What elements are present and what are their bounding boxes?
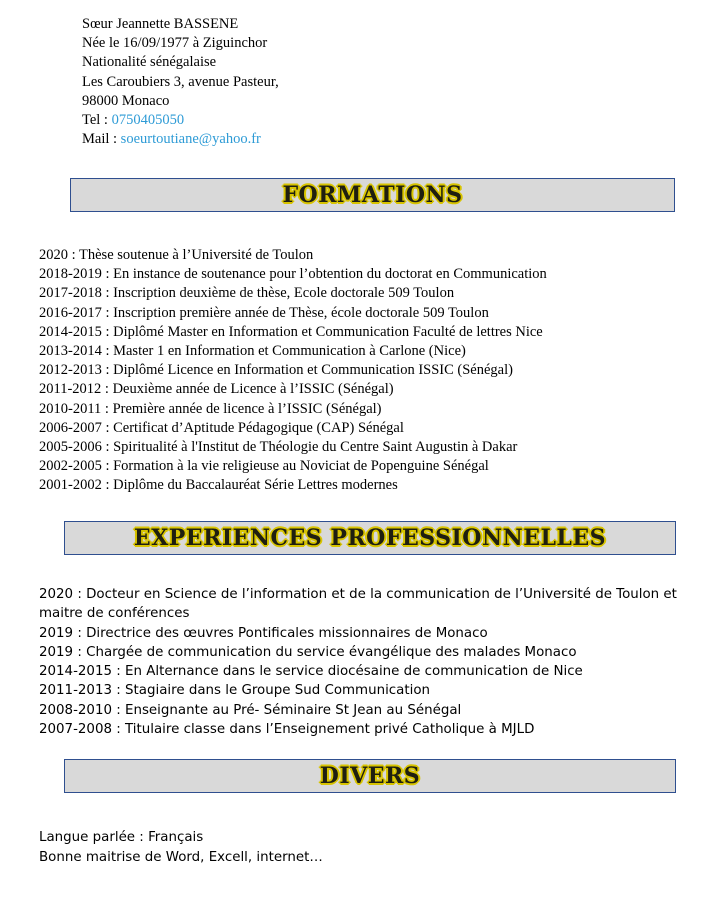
experiences-heading-banner — [64, 521, 676, 555]
divers-item: Bonne maitrise de Word, Excell, internet… — [39, 850, 323, 865]
formation-item: 2010-2011 : Première année de licence à l’ISSIC (Sénégal) — [39, 400, 382, 417]
formation-item: 2005-2006 : Spiritualité à l'Institut de Théologie du Centre Saint Augustin à Dakar — [39, 439, 518, 456]
formations-list — [39, 246, 547, 496]
phone-label: Tel : — [82, 112, 112, 129]
formation-item: 2002-2005 : Formation à la vie religieuse au Noviciat de Popenguine Sénégal — [39, 458, 489, 475]
formation-item: 2013-2014 : Master 1 en Information et Communication à Carlone (Nice) — [39, 343, 466, 360]
formation-item: 2020 : Thèse soutenue à l’Université de Toulon — [39, 247, 314, 263]
experiences-list — [39, 585, 684, 739]
contact-address-line-1: Les Caroubiers 3, avenue Pasteur, — [82, 73, 279, 90]
experience-item: 2007-2008 : Titulaire classe dans l’Enseignement privé Catholique à MJLD — [39, 722, 535, 738]
formation-item: 2018-2019 : En instance de soutenance pour l’obtention du doctorat en Communication — [39, 266, 547, 283]
experience-item: 2019 : Chargée de communication du service évangélique des malades Monaco — [39, 644, 577, 660]
experiences-heading: EXPERIENCES PROFESSIONNELLES — [133, 525, 607, 551]
divers-list — [39, 828, 323, 868]
mail-label: Mail : — [82, 131, 121, 148]
divers-heading-banner — [64, 759, 676, 793]
formation-item: 2006-2007 : Certificat d’Aptitude Pédagogique (CAP) Sénégal — [39, 419, 404, 436]
experience-item: 2020 : Docteur en Science de l’information et de la communication de l’Université de Toulon et maitre de conférences — [39, 587, 677, 622]
formations-heading-banner — [70, 178, 675, 212]
contact-block — [82, 15, 279, 149]
experience-item: 2014-2015 : En Alternance dans le service diocésaine de communication de Nice — [39, 664, 583, 680]
contact-name: Sœur Jeannette BASSENE — [82, 16, 239, 32]
formations-heading: FORMATIONS — [282, 182, 463, 208]
formation-item: 2014-2015 : Diplômé Master en Information et Communication Faculté de lettres Nice — [39, 323, 543, 340]
mail-link[interactable]: soeurtoutiane@yahoo.fr — [120, 131, 261, 148]
experience-item: 2019 : Directrice des œuvres Pontificales missionnaires de Monaco — [39, 625, 488, 641]
formation-item: 2001-2002 : Diplôme du Baccalauréat Série Lettres modernes — [39, 477, 398, 494]
experience-item: 2011-2013 : Stagiaire dans le Groupe Sud Communication — [39, 683, 431, 699]
formation-item: 2017-2018 : Inscription deuxième de thèse, Ecole doctorale 509 Toulon — [39, 285, 455, 302]
contact-phone — [82, 111, 279, 130]
contact-address-line-2: 98000 Monaco — [82, 92, 170, 109]
divers-item: Langue parlée : Français — [39, 830, 204, 845]
experience-item: 2008-2010 : Enseignante au Pré- Séminaire St Jean au Sénégal — [39, 702, 462, 718]
formation-item: 2011-2012 : Deuxième année de Licence à l’ISSIC (Sénégal) — [39, 381, 394, 398]
phone-link[interactable]: 0750405050 — [111, 112, 185, 129]
contact-mail — [82, 130, 279, 149]
contact-nationality: Nationalité sénégalaise — [82, 54, 217, 71]
divers-heading: DIVERS — [319, 763, 421, 789]
formation-item: 2012-2013 : Diplômé Licence en Information et Communication ISSIC (Sénégal) — [39, 362, 513, 379]
contact-birth: Née le 16/09/1977 à Ziguinchor — [82, 35, 268, 52]
formation-item: 2016-2017 : Inscription première année de Thèse, école doctorale 509 Toulon — [39, 304, 489, 321]
